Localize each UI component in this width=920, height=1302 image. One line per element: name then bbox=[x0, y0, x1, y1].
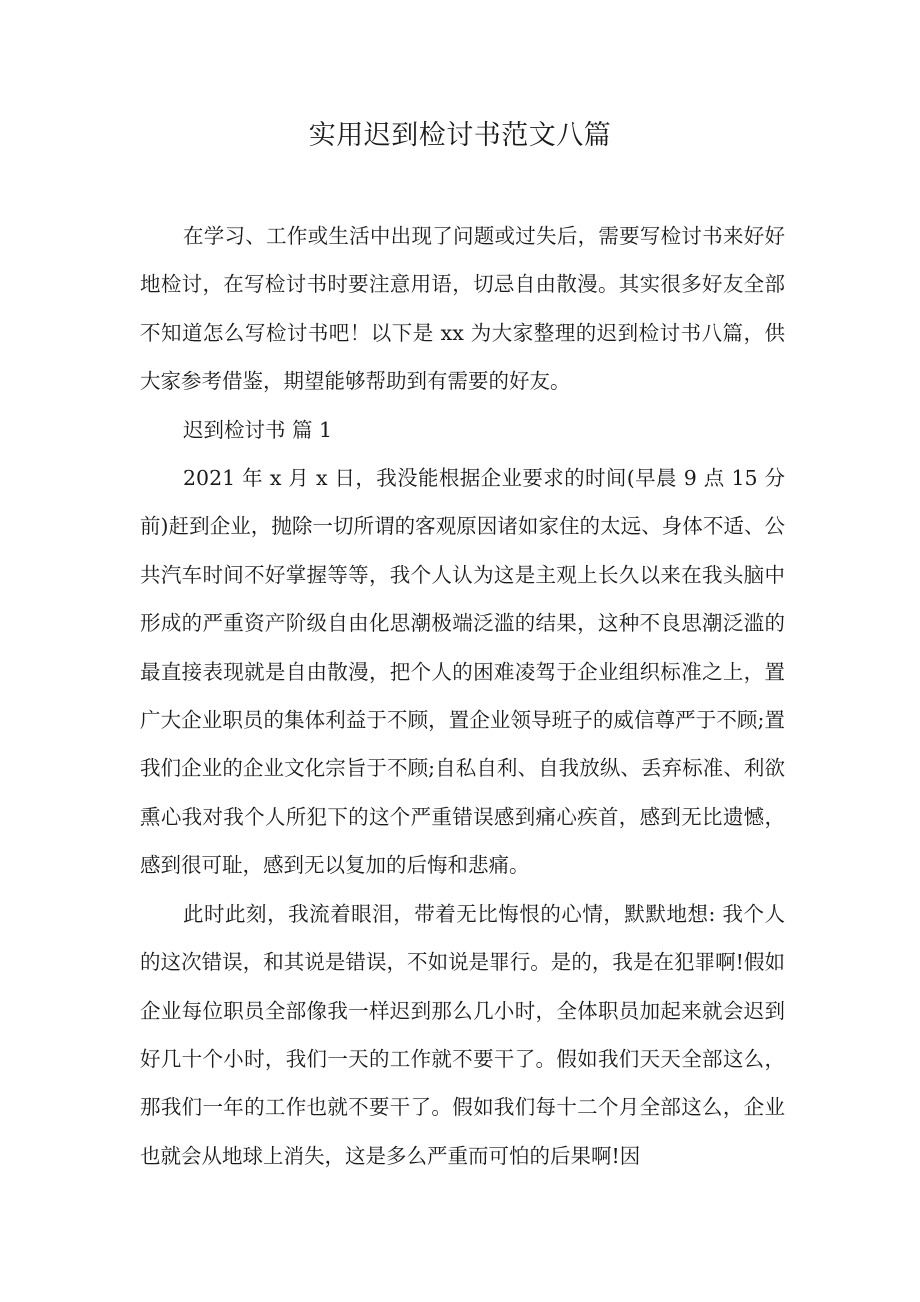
body-paragraph: 2021 年 x 月 x 日，我没能根据企业要求的时间(早晨 9 点 15 分前)赶到企业，抛除一切所谓的客观原因诸如家住的太远、身体不适、公共汽车时间不好掌握等等，我个人认为这是主观上长久以来在我头脑中形成的严重资产阶级自由化思潮极端泛滥的结果，这种不良思潮泛滥的最直接表现就是自由散漫，把个人的困难凌驾于企业组织标准之上，置广大企业职员的集体利益于不顾，置企业领导班子的威信尊严于不顾;置我们企业的企业文化宗旨于不顾;自私自利、自我放纵、丢弃标准、利欲熏心我对我个人所犯下的这个严重错误感到痛心疾首，感到无比遗憾，感到很可耻，感到无以复加的后悔和悲痛。 bbox=[140, 466, 785, 878]
document-title: 实用迟到检讨书范文八篇 bbox=[308, 120, 612, 151]
intro-paragraph: 在学习、工作或生活中出现了问题或过失后，需要写检讨书来好好地检讨，在写检讨书时要注意用语，切忌自由散漫。其实很多好友全部不知道怎么写检讨书吧！以下是 xx 为大家整理的迟到检讨书八篇，供大家参考借鉴，期望能够帮助到有需要的好友。 bbox=[140, 224, 785, 394]
body-paragraph: 此时此刻，我流着眼泪，带着无比悔恨的心情，默默地想: 我个人的这次错误，和其说是错误，不如说是罪行。是的，我是在犯罪啊!假如企业每位职员全部像我一样迟到那么几小时，全体职员加起来就会迟到好几十个小时，我们一天的工作就不要干了。假如我们天天全部这么，那我们一年的工作也就不要干了。假如我们每十二个月全部这么，企业也就会从地球上消失，这是多么严重而可怕的后果啊!因 bbox=[140, 901, 785, 1168]
document-body bbox=[140, 212, 785, 1180]
section-heading: 迟到检讨书 篇 1 bbox=[183, 417, 333, 442]
